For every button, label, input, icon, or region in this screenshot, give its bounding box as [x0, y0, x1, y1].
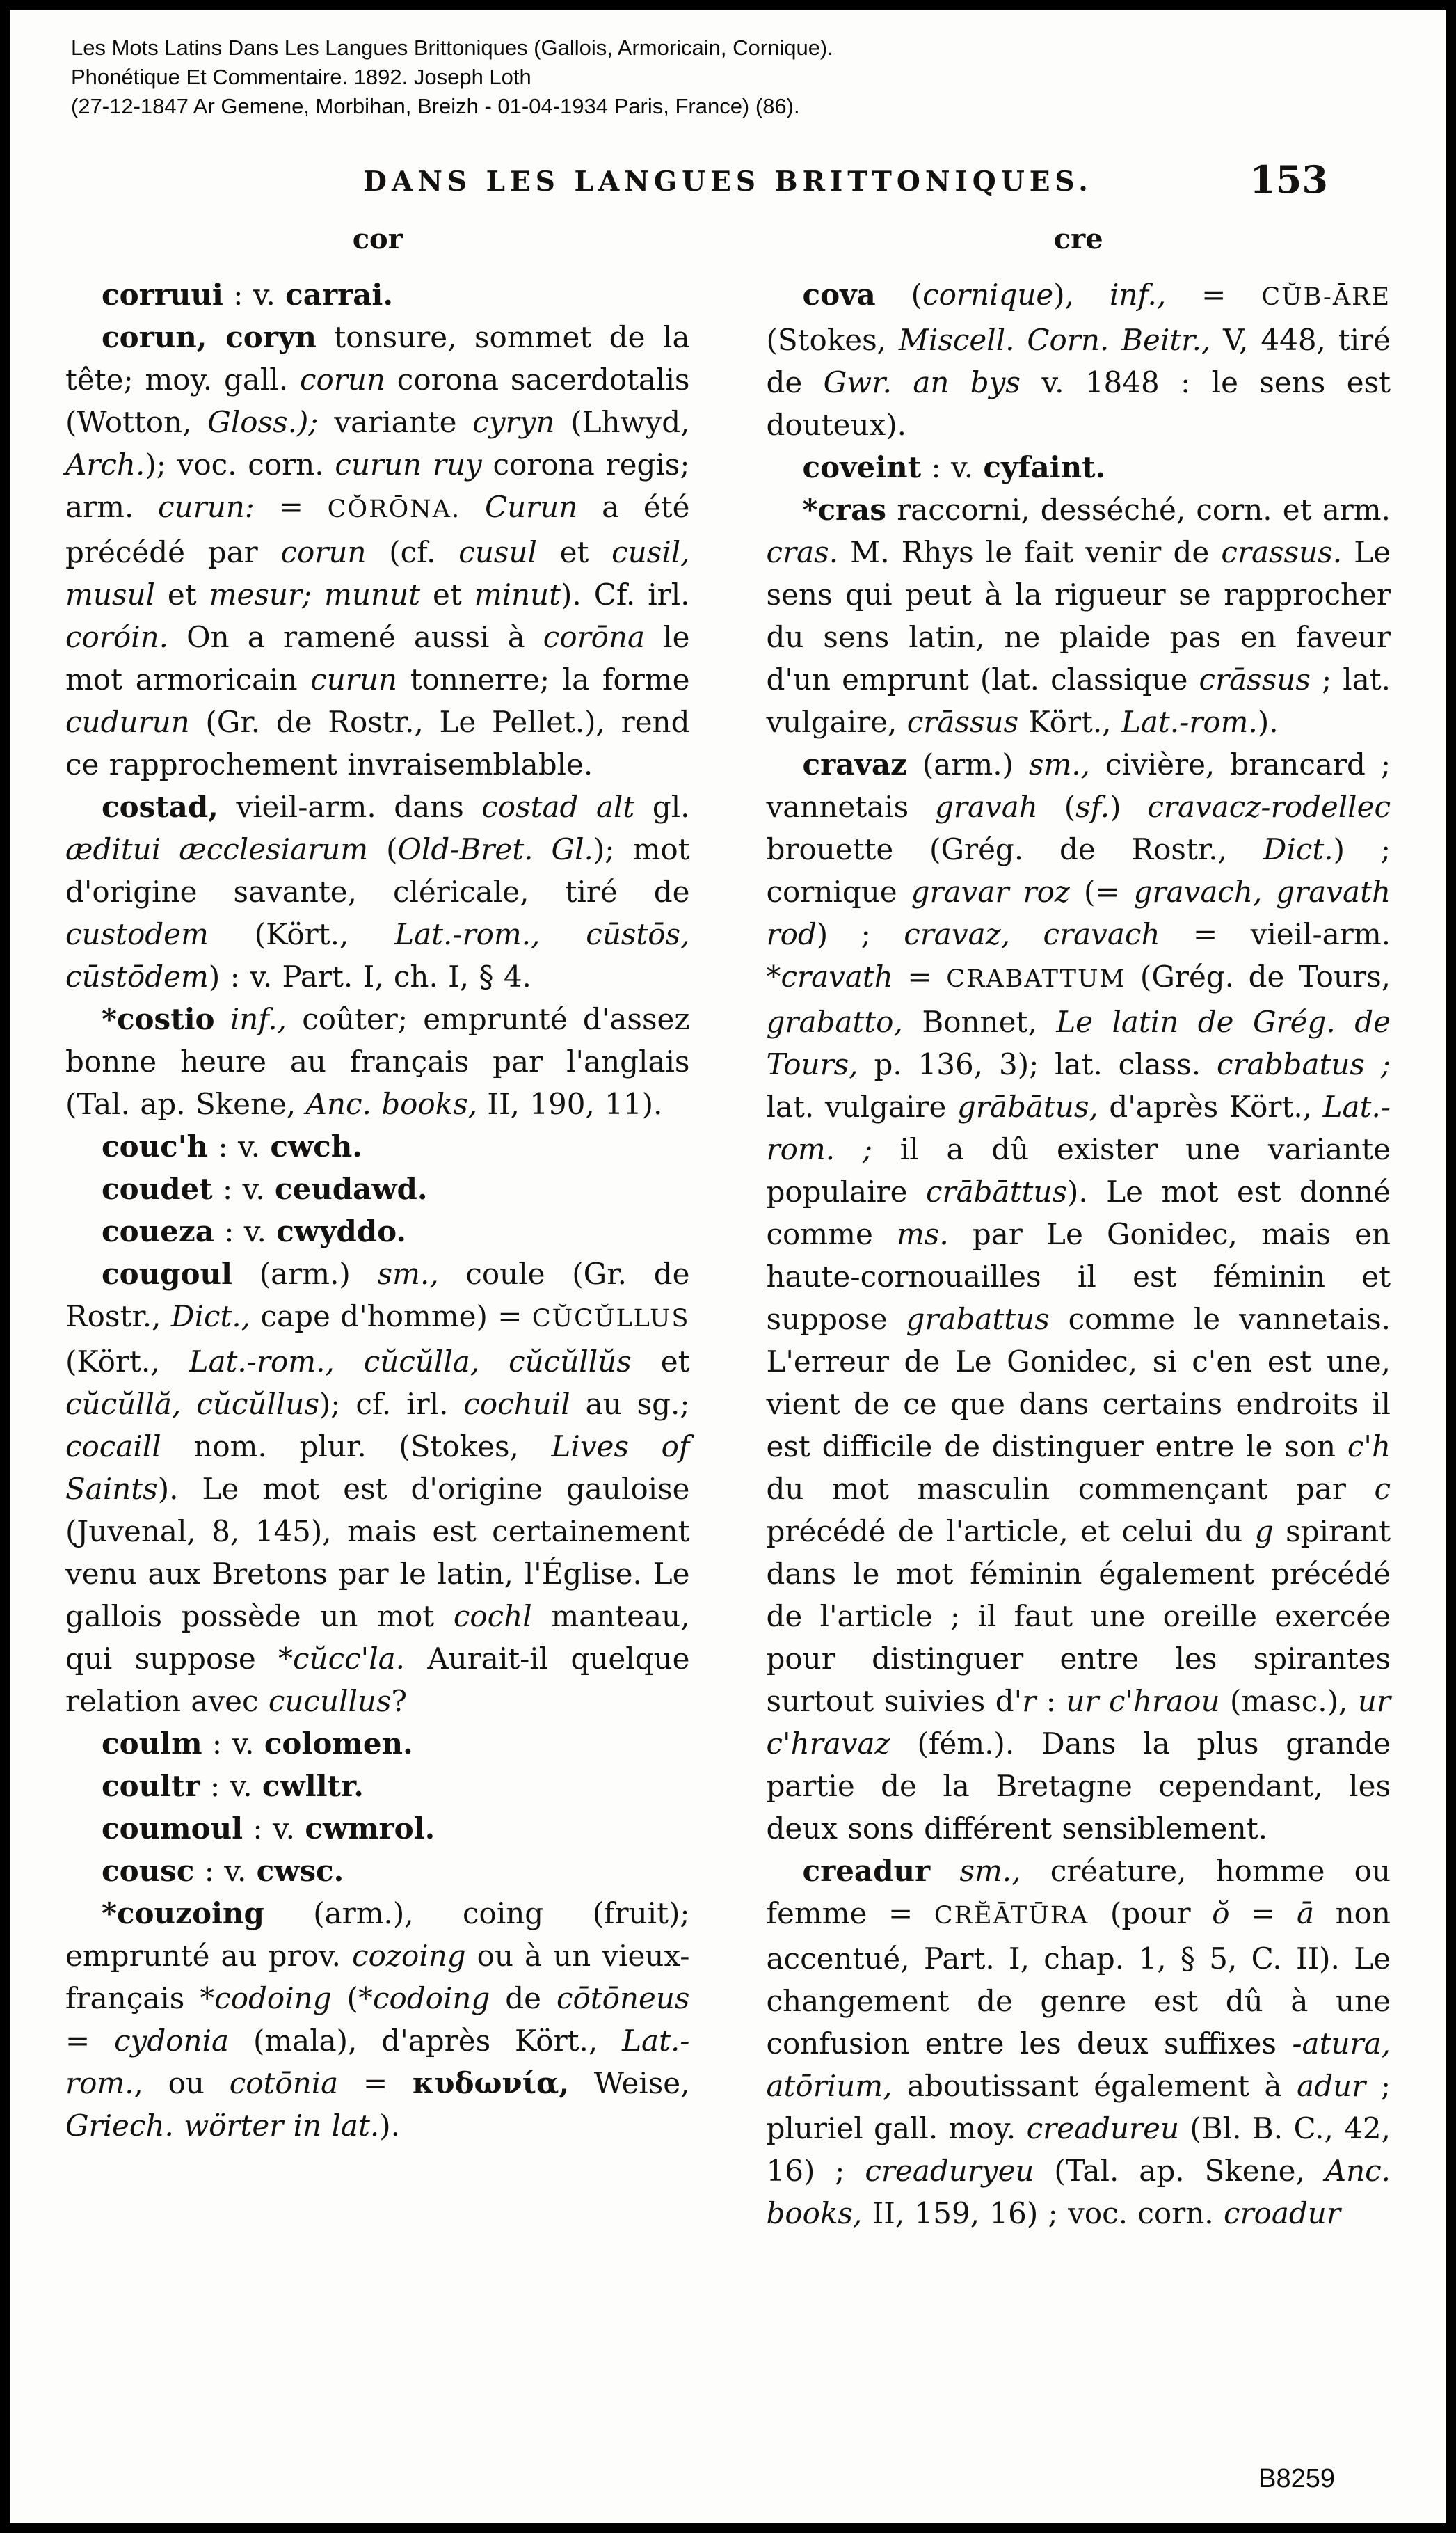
text-run: cougoul [102, 1257, 232, 1291]
text-run: : v. [243, 1811, 305, 1845]
text-run: (Kört., [208, 917, 395, 951]
column-right-body [767, 273, 1391, 2234]
text-run: cova [802, 278, 876, 312]
text-run: : v. [212, 1172, 275, 1206]
text-run: cocaill [65, 1429, 161, 1463]
text-run: grabattus [906, 1302, 1050, 1336]
text-run: corōna [543, 620, 646, 654]
entry-paragraph [65, 1168, 690, 1210]
text-run: Bonnet, [902, 1005, 1057, 1039]
text-run: Lat.-rom. [1121, 705, 1258, 739]
text-run: spirant dans le mot féminin également précédé de l'article ; il faut une oreille exercée pour distinguer entre les spirantes surtout suivies d' [766, 1514, 1391, 1718]
text-run: ). Le mot est donné comme [766, 1175, 1391, 1251]
text-run: coulm [102, 1726, 202, 1761]
text-run: = [893, 960, 947, 994]
text-run: ) ; cornique [766, 832, 1391, 909]
text-run: ; lat. vulgaire, [766, 662, 1391, 739]
text-run: c'h [1347, 1429, 1391, 1463]
text-run: curun ruy [335, 447, 482, 482]
text-run: crābāttus [926, 1175, 1067, 1209]
text-run: Anc. books, [305, 1087, 478, 1121]
text-run: cochuil [463, 1387, 570, 1421]
text-run: cwmrol. [305, 1811, 435, 1845]
text-run: II, 159, 16) ; voc. corn. [862, 2196, 1224, 2230]
text-run: Arch. [65, 447, 145, 482]
caption-line-2: Phonétique Et Commentaire. 1892. Joseph Loth [71, 65, 531, 89]
text-run: Lat.-rom. ; [766, 1090, 1391, 1166]
text-run: Lat.-rom., cŭcŭlla, cŭcŭllŭs [189, 1344, 632, 1379]
text-run: cochl [453, 1599, 532, 1633]
text-run: ); voc. corn. [145, 447, 335, 482]
text-run: colomen. [264, 1726, 413, 1761]
entry-paragraph [767, 446, 1391, 489]
entry-paragraph [65, 1722, 690, 1765]
text-run: (arm.), coing (fruit); emprunté au prov. [65, 1896, 690, 1973]
entry-paragraph [65, 1210, 690, 1253]
column-left [65, 223, 690, 2234]
text-run: manteau, qui suppose [65, 1599, 690, 1676]
text-run: d'après Kört., [1098, 1090, 1323, 1124]
entry-paragraph [65, 1253, 690, 1722]
entry-paragraph [767, 489, 1391, 743]
text-run: Le latin de Grég. de Tours, [766, 1005, 1391, 1081]
text-run: ), [1053, 278, 1110, 312]
text-run: ) [1110, 790, 1148, 824]
text-run: CŬB-ĀRE [1261, 283, 1391, 311]
text-run: (Grég. de Tours, [1126, 960, 1391, 994]
text-run: ur c'hravaz [766, 1684, 1391, 1761]
text-run: minut [474, 578, 561, 612]
text-run: Gloss.); [207, 405, 319, 439]
text-run: coumoul [102, 1811, 243, 1845]
text-run: tonsure, sommet de la tête; moy. gall. [65, 320, 690, 397]
text-run: croadur [1223, 2196, 1341, 2230]
text-run: non accentué, Part. I, chap. 1, § 5, C. II). Le changement de genre est dû à une confusion entre les deux suffixes [766, 1896, 1391, 2060]
text-run: r [1022, 1684, 1037, 1718]
text-run: *codoing [200, 1981, 332, 2015]
text-run: *couzoing [102, 1896, 264, 1930]
entry-paragraph [65, 273, 690, 316]
text-run: : v. [208, 1129, 271, 1164]
text-run: = [338, 2066, 413, 2100]
text-run: (Kört., [65, 1344, 189, 1379]
text-run: cyryn [472, 405, 555, 439]
text-run: couc'h [102, 1129, 209, 1164]
text-run: corona sacerdotalis (Wotton, [65, 363, 690, 439]
text-run: custodem [65, 917, 209, 951]
text-run: ceudawd. [274, 1172, 428, 1206]
text-run: CRABATTUM [946, 965, 1126, 993]
column-left-body [65, 273, 690, 2147]
text-run: inf., [230, 1002, 287, 1036]
entry-paragraph [65, 998, 690, 1125]
text-run: sf. [1075, 790, 1110, 824]
text-run: M. Rhys le fait venir de [838, 535, 1222, 569]
text-run: , ou [134, 2066, 230, 2100]
text-run: ( [331, 1981, 358, 2015]
text-run: gravah [935, 790, 1038, 824]
text-run: æditui æcclesiarum [65, 832, 369, 866]
text-run: cōtōneus [557, 1981, 690, 2015]
text-run: Kört., [1018, 705, 1121, 739]
text-run: V, 448, tiré de [766, 323, 1391, 399]
text-run: gravach, gravath rod [766, 875, 1391, 951]
text-run: Le sens qui peut à la rigueur se rapprocher du sens latin, ne plaide pas en faveur d'un emprunt (lat. classique [766, 535, 1391, 697]
text-run: corun, coryn [102, 320, 317, 354]
text-run: creadureu [1026, 2111, 1180, 2145]
text-run: créature, homme ou femme = [766, 1854, 1391, 1930]
text-run: cudurun [65, 705, 190, 739]
text-run: : [1036, 1684, 1066, 1718]
text-run: le mot armoricain [65, 620, 690, 697]
text-run: cwlltr. [262, 1769, 364, 1803]
text-run: CŎRŌNA. [327, 495, 461, 523]
text-run: corruui [102, 278, 223, 312]
text-run: adur [1297, 2069, 1366, 2103]
text-run: (mala), d'après Kört., [229, 2024, 623, 2058]
book-caption [71, 33, 1405, 121]
text-run: Weise, [568, 2066, 690, 2100]
text-run [930, 1854, 959, 1888]
text-run: Lat.-rom. [65, 2024, 690, 2100]
text-run: Miscell. Corn. Beitr., [898, 323, 1211, 357]
text-run: CŬCŬLLUS [531, 1305, 690, 1333]
text-run: coróin. [65, 620, 169, 654]
text-run: cras. [766, 535, 839, 569]
text-run: cotōnia [229, 2066, 339, 2100]
text-run: On a ramené aussi à [168, 620, 543, 654]
text-run: précédé de l'article, et celui du [766, 1514, 1255, 1548]
text-run: *cravath [766, 960, 893, 994]
text-run: *cŭcc'la. [278, 1642, 406, 1676]
text-run: variante [318, 405, 473, 439]
text-run: ); cf. irl. [319, 1387, 464, 1421]
text-run: (arm.) [232, 1257, 378, 1291]
text-run: costad, [102, 790, 218, 824]
text-run: (cf. [366, 535, 459, 569]
entry-paragraph [767, 743, 1391, 1850]
text-run: *codoing [358, 1981, 490, 2015]
entry-paragraph [65, 316, 690, 786]
text-run: ). Cf. irl. [560, 578, 690, 612]
text-run: Gwr. an bys [823, 365, 1021, 399]
text-run: cwsc. [256, 1854, 344, 1888]
entry-paragraph [767, 1850, 1391, 2234]
text-run: cŭcŭllă, cŭcŭllus [65, 1387, 319, 1421]
text-run: gl. [634, 790, 690, 824]
text-run: = [1229, 1896, 1297, 1930]
text-run: Aurait-il quelque relation avec [65, 1642, 690, 1718]
entry-paragraph [65, 1892, 690, 2147]
column-right [767, 223, 1391, 2234]
text-run: il a dû exister une variante populaire [766, 1132, 1391, 1209]
text-run: cornique [922, 278, 1054, 312]
text-run: cucullus [268, 1684, 392, 1718]
text-run: sm., [377, 1257, 439, 1291]
text-run: ms. [896, 1217, 949, 1251]
text-run: coudet [102, 1172, 213, 1206]
text-run: g [1254, 1514, 1274, 1548]
text-run: ŏ [1212, 1896, 1230, 1930]
text-run: = [254, 490, 328, 524]
text-run: crabbatus ; [1217, 1047, 1391, 1081]
text-run: ou à un vieux-français [65, 1939, 690, 2015]
text-run: crāssus [1199, 662, 1311, 697]
text-run: raccorni, desséché, corn. et arm. [886, 493, 1391, 527]
text-run: : v. [223, 278, 286, 312]
entry-paragraph [65, 1850, 690, 1892]
text-run: ( [1037, 790, 1076, 824]
text-run: corona regis; arm. [65, 447, 690, 524]
text-run: cousc [102, 1854, 195, 1888]
text-run: tonnerre; la forme [397, 662, 690, 697]
text-run: vieil-arm. dans [218, 790, 482, 824]
caption-line-3: (27-12-1847 Ar Gemene, Morbihan, Breizh - 01-04-1934 Paris, France) (86). [71, 94, 800, 118]
text-run: Dict., [170, 1299, 251, 1333]
text-run: cravacz-rodellec [1147, 790, 1391, 824]
text-run: cwch. [270, 1129, 362, 1164]
text-run: comme le vannetais. L'erreur de Le Gonidec, si c'en est une, vient de ce que dans certains endroits il est difficile de distinguer entre le son [766, 1302, 1391, 1463]
text-run: p. 136, 3); lat. class. [858, 1047, 1217, 1081]
caption-line-1: Les Mots Latins Dans Les Langues Brittoniques (Gallois, Armoricain, Cornique). [71, 35, 833, 60]
text-run: κυδωνία, [412, 2066, 569, 2100]
text-run: cydonia [114, 2024, 230, 2058]
text-run: (Stokes, [766, 323, 899, 357]
text-run: Anc. books, [766, 2154, 1391, 2230]
text-run: = [1166, 278, 1262, 312]
text-run: corun [299, 363, 385, 397]
text-run: curun [310, 662, 397, 697]
text-run: cwyddo. [276, 1214, 406, 1248]
text-run: et [631, 1344, 690, 1379]
text-run: corun [280, 535, 367, 569]
text-run: lat. vulgaire [766, 1090, 957, 1124]
text-run: (fém.). Dans la plus grande partie de la Bretagne cependant, les deux sons différent sensiblement. [766, 1726, 1391, 1845]
text-run: : v. [921, 450, 984, 484]
scan-code: B8259 [1258, 2464, 1335, 2493]
text-run: (Tal. ap. Skene, [1034, 2154, 1325, 2188]
text-run: -atura, atōrium, [766, 2026, 1391, 2103]
text-run: CRĔĀTŪRA [934, 1902, 1089, 1930]
text-run: ? [391, 1684, 408, 1718]
text-run: coultr [102, 1769, 200, 1803]
text-run: Old-Bret. Gl. [397, 832, 593, 866]
guide-word-left: cor [352, 223, 403, 255]
text-run: ( [875, 278, 923, 312]
text-run: = [65, 2024, 115, 2058]
text-run: cozoing [352, 1939, 466, 1973]
text-run: (pour [1089, 1896, 1213, 1930]
text-run: mesur; munut [209, 578, 420, 612]
text-run: (Gr. de Rostr., Le Pellet.), rend ce rapprochement invraisemblable. [65, 705, 690, 781]
text-run: curun: [158, 490, 255, 524]
text-run: du mot masculin commençant par [766, 1472, 1375, 1506]
text-run: et [536, 535, 612, 569]
text-run: a été précédé par [65, 490, 690, 569]
text-run: ā [1296, 1896, 1314, 1930]
page-header [10, 157, 1446, 202]
text-run: sm., [959, 1854, 1021, 1888]
text-run: *cras [802, 493, 887, 527]
text-run: grabatto, [766, 1005, 903, 1039]
text-run: : v. [194, 1854, 257, 1888]
text-run: civière, brancard ; vannetais [766, 747, 1391, 824]
text-run: : v. [202, 1726, 264, 1761]
text-run: et [420, 578, 474, 612]
entry-paragraph [65, 1125, 690, 1168]
text-run: ) ; [816, 917, 904, 951]
text-run: inf., [1109, 278, 1167, 312]
text-run: (Bl. B. C., 42, 16) ; [766, 2111, 1391, 2188]
text-run: et [154, 578, 209, 612]
text-run: Griech. wörter in lat. [65, 2109, 380, 2143]
text-run: II, 190, 11). [477, 1087, 663, 1121]
entry-paragraph [65, 1807, 690, 1850]
text-run: gravar roz [911, 875, 1071, 909]
text-run: c [1374, 1472, 1391, 1506]
text-run: cyfaint. [983, 450, 1106, 484]
text-run: coueza [102, 1214, 214, 1248]
text-run: cusul [458, 535, 537, 569]
text-run: Lat.-rom., cūstōs, cūstōdem [65, 917, 690, 994]
text-run: par Le Gonidec, mais en haute-cornouailles il est féminin et suppose [766, 1217, 1391, 1336]
guide-word-right: cre [1053, 223, 1103, 255]
text-run: ). [379, 2109, 400, 2143]
text-run: cape d'homme) = [250, 1299, 532, 1333]
text-run: Dict. [1263, 832, 1334, 866]
text-run: ( [368, 832, 398, 866]
text-columns [10, 223, 1446, 2234]
text-run: creaduryeu [865, 2154, 1034, 2188]
text-run: ); mot d'origine savante, cléricale, tiré de [65, 832, 690, 909]
text-run: cusil, musul [65, 535, 690, 612]
text-run: (Lhwyd, [554, 405, 690, 439]
text-run: crassus. [1221, 535, 1343, 569]
entry-paragraph [65, 786, 690, 998]
text-run: ; pluriel gall. moy. [766, 2069, 1391, 2145]
text-run: aboutissant également à [892, 2069, 1297, 2103]
text-run: = vieil-arm. [1160, 917, 1391, 951]
page-number: 153 [1249, 157, 1328, 202]
text-run: *costio [102, 1002, 215, 1036]
text-run: ur c'hraou [1066, 1684, 1220, 1718]
text-run: coveint [802, 450, 922, 484]
text-run [461, 490, 485, 524]
text-run: : v. [214, 1214, 277, 1248]
text-run: : v. [200, 1769, 262, 1803]
text-run: coule (Gr. de Rostr., [65, 1257, 690, 1333]
text-run: ) : v. Part. I, ch. I, § 4. [208, 960, 531, 994]
entry-paragraph [767, 273, 1391, 446]
text-run: coûter; emprunté d'assez bonne heure au français par l'anglais (Tal. ap. Skene, [65, 1002, 690, 1121]
text-run: v. 1848 : le sens est douteux). [766, 365, 1391, 442]
text-run: costad alt [481, 790, 635, 824]
text-run: nom. plur. (Stokes, [161, 1429, 552, 1463]
text-run: au sg.; [570, 1387, 690, 1421]
text-run: carrai. [285, 278, 394, 312]
text-run: ). Le mot est d'origine gauloise (Juvenal, 8, 145), mais est certainement venu aux Bretons par le latin, l'Église. Le gallois possède un mot [65, 1472, 690, 1633]
text-run: de [490, 1981, 557, 2015]
text-run: crāssus [906, 705, 1019, 739]
text-run: ). [1257, 705, 1279, 739]
text-run: (arm.) [906, 747, 1029, 781]
text-run: sm., [1028, 747, 1091, 781]
entry-paragraph [65, 1765, 690, 1807]
text-run: cravaz, cravach [904, 917, 1160, 951]
text-run [215, 1002, 230, 1036]
text-run: grābātus, [957, 1090, 1098, 1124]
text-run: brouette (Grég. de Rostr., [766, 832, 1263, 866]
text-run: creadur [802, 1854, 931, 1888]
running-head: DANS LES LANGUES BRITTONIQUES. [363, 166, 1093, 198]
text-run: Lives of Saints [65, 1429, 690, 1506]
text-run: Curun [484, 490, 578, 524]
text-run: (= [1070, 875, 1134, 909]
text-run: (masc.), [1219, 1684, 1358, 1718]
text-run: cravaz [802, 747, 907, 781]
